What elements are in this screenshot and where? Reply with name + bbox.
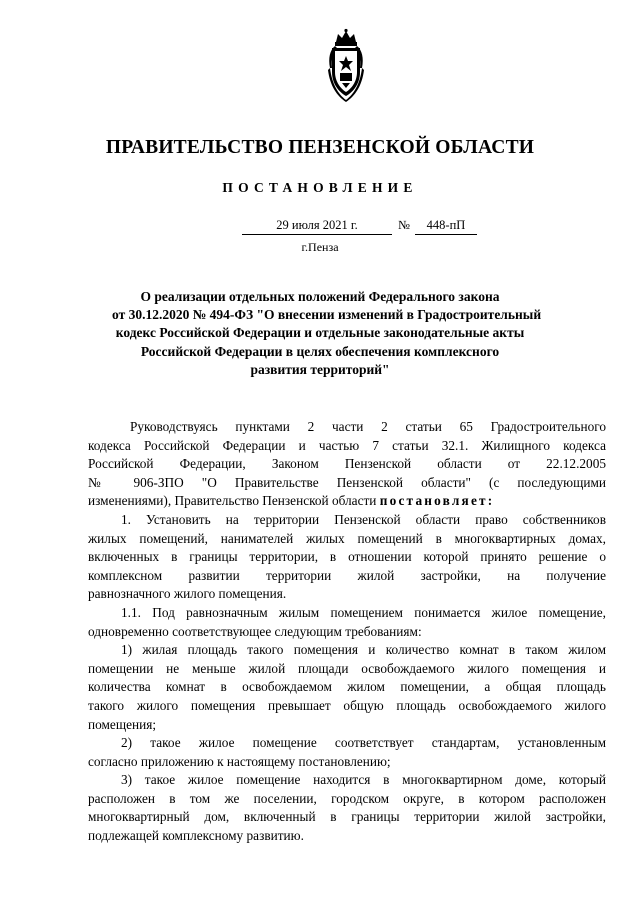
text-line: подлежащей комплексному развитию. [88, 828, 304, 844]
item-1 [88, 641, 606, 734]
decree-word: постановляет: [379, 493, 495, 509]
title-line: кодекс Российской Федерации и отдельные законодательные акты [115, 325, 525, 341]
document-number: 448-пП [415, 218, 477, 235]
text-line: согласно приложению к настоящему постановлению; [88, 753, 391, 769]
text-line: Руководствуясь пунктами 2 части 2 статьи 65 Градостроительного [130, 419, 606, 434]
text-line: 2) такое жилое помещение соответствует стандартам, установленным [121, 735, 606, 751]
document-type: ПОСТАНОВЛЕНИЕ [222, 180, 418, 195]
text-line: многоквартирный дом, включенный в границы территории жилой застройки, [88, 809, 606, 825]
text-line: включенных в границы территории, в отношении которой принято решение о [88, 549, 606, 565]
organization-name: ПРАВИТЕЛЬСТВО ПЕНЗЕНСКОЙ ОБЛАСТИ [105, 137, 535, 158]
text-line: такого жилого помещения превышает общую площадь освобождаемого жилого [88, 697, 606, 713]
text-line: одновременно соответствующее следующим требованиям: [88, 623, 422, 639]
number-sign: № [398, 218, 410, 232]
text-line: 1) жилая площадь такого помещения и количество комнат в таком жилом [121, 642, 606, 658]
text-line: 3) такое жилое помещение находится в многоквартирном доме, который [121, 772, 606, 788]
title-line: от 30.12.2020 № 494-ФЗ "О внесении изменений в Градостроительный [112, 307, 542, 323]
text-line: помещении не меньше жилой площади освобождаемого жилого помещения и [88, 660, 606, 676]
document-title [112, 288, 542, 379]
item-3 [88, 771, 606, 845]
text-line: количества комнат в освобождаемом жилом помещении, а общая площадь [88, 679, 606, 695]
document-date: 29 июля 2021 г. [242, 218, 392, 235]
text-line: 1.1. Под равнозначным жилым помещением понимается жилое помещение, [121, 604, 606, 620]
text-line [88, 492, 606, 511]
title-line: О реализации отдельных положений Федерального закона [140, 289, 500, 304]
text-line: равнозначного жилого помещения. [88, 586, 287, 602]
title-line: Российской Федерации в целях обеспечения комплексного [140, 343, 500, 359]
text-line: кодекса Российской Федерации и частью 7 статьи 32.1. Жилищного кодекса [88, 437, 606, 453]
intro-paragraph [88, 418, 606, 511]
intro-last-text: изменениями), Правительство Пензенской области [88, 493, 377, 509]
document-body [88, 418, 606, 846]
title-line: развития территорий" [250, 361, 390, 377]
item-2 [88, 734, 606, 771]
text-line: Российской Федерации, Законом Пензенской области от 22.12.2005 [88, 456, 606, 472]
text-line: 1. Установить на территории Пензенской области право собственников [121, 511, 606, 527]
paragraph-1-1 [88, 604, 606, 641]
text-line: помещения; [88, 716, 157, 732]
paragraph-1 [88, 511, 606, 604]
text-line: комплексном развитии территории жилой застройки, на получение [88, 567, 606, 583]
coat-of-arms-emblem [322, 28, 370, 102]
text-line: № 906-ЗПО "О Правительстве Пензенской области" (с последующими [88, 474, 606, 490]
text-line: жилых помещений, нанимателей жилых помещений в многоквартирных домах, [88, 530, 606, 546]
text-line: расположен в том же поселении, городском округе, в котором расположен [88, 790, 606, 806]
document-city: г.Пенза [301, 240, 339, 254]
